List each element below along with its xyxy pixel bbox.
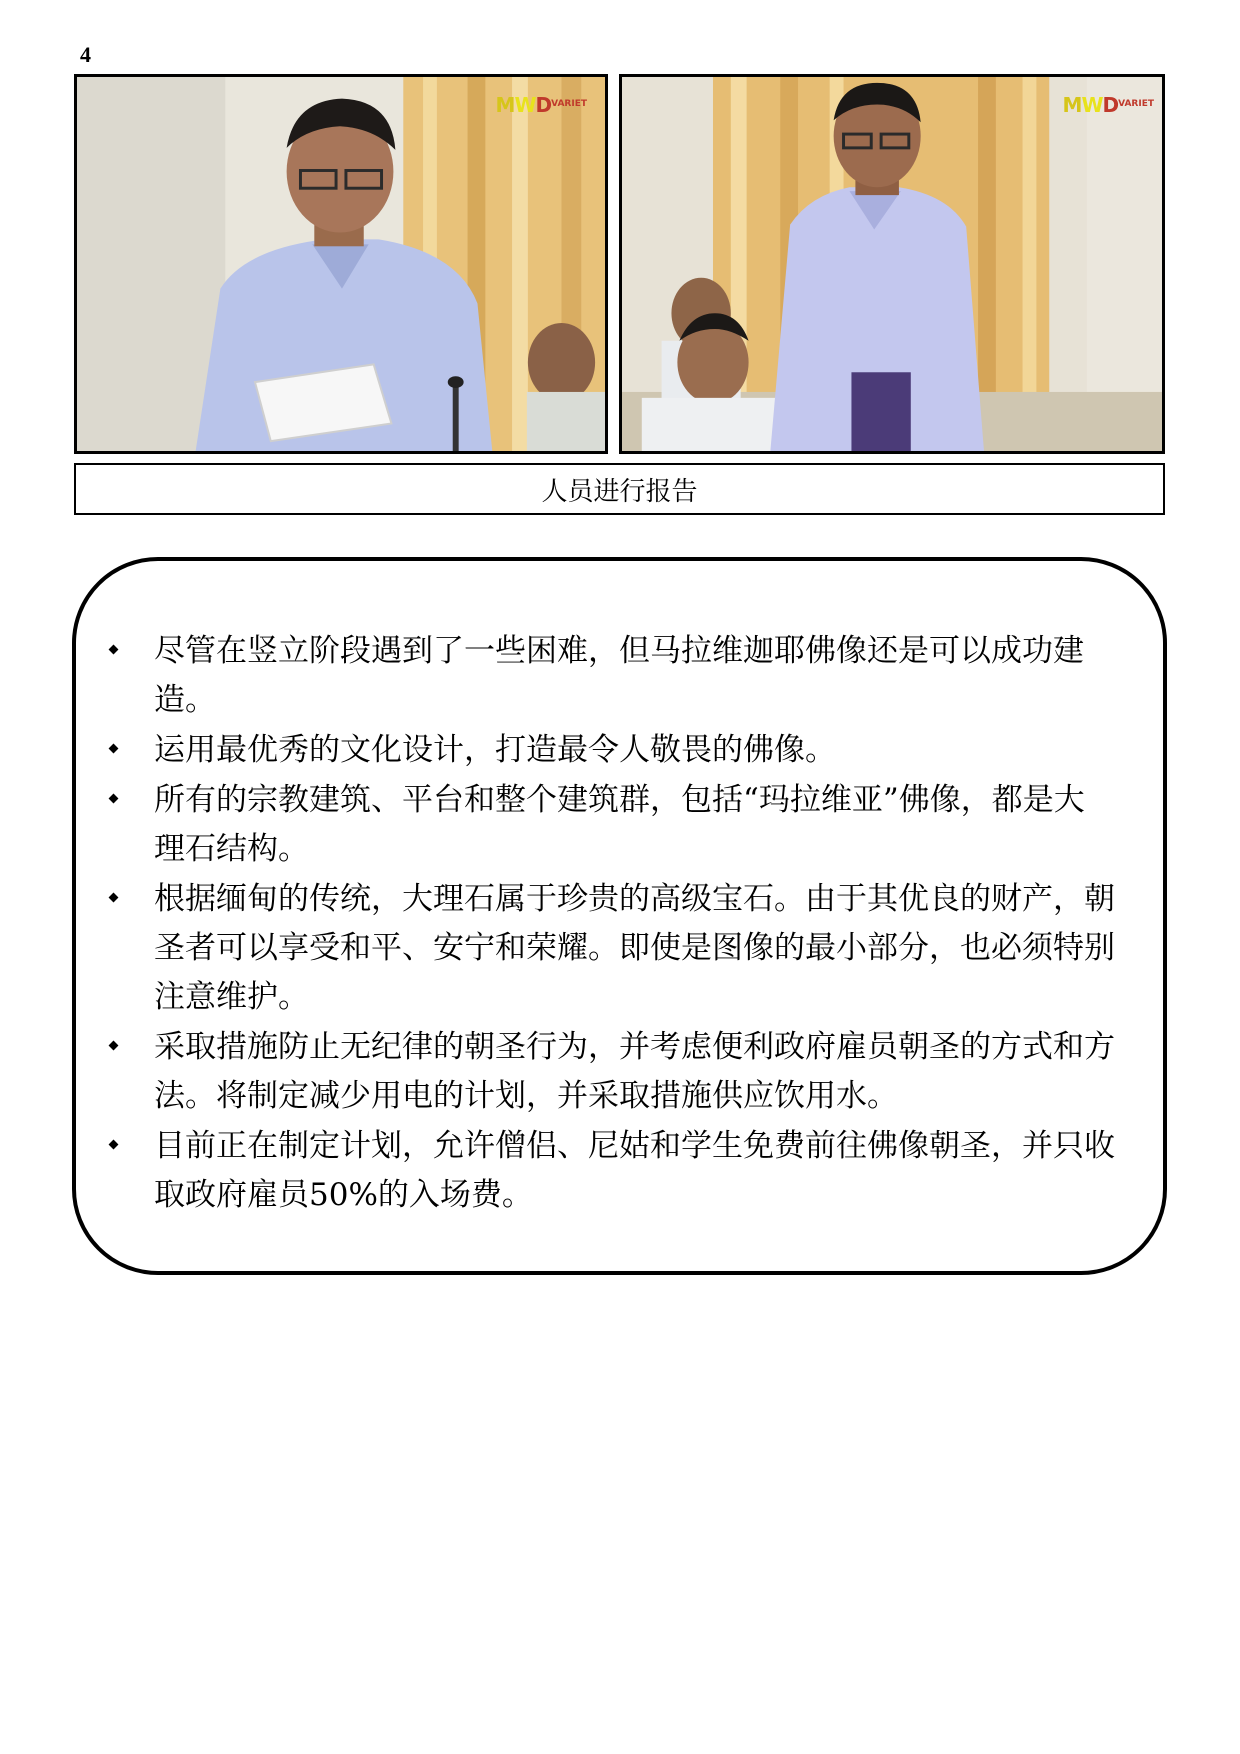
- bullet-item: [110, 875, 1115, 1022]
- bullet-box: [72, 557, 1167, 1275]
- photo-speaker-reading: [74, 74, 608, 454]
- bullet-diamond-icon: [109, 645, 119, 655]
- bullet-text: 采取措施防止无纪律的朝圣行为，并考虑便利政府雇员朝圣的方式和方法。将制定减少用电的计划，并采取措施供应饮用水。: [154, 1029, 1115, 1114]
- bullet-item: [110, 627, 1115, 725]
- photo-standing-official: [619, 74, 1165, 454]
- bullet-text: 运用最优秀的文化设计，打造最令人敬畏的佛像。: [154, 732, 836, 768]
- bullet-text: 尽管在竖立阶段遇到了一些困难，但马拉维迦耶佛像还是可以成功建造。: [154, 633, 1084, 718]
- bullet-diamond-icon: [109, 893, 119, 903]
- bullet-text: 根据缅甸的传统，大理石属于珍贵的高级宝石。由于其优良的财产，朝圣者可以享受和平、安宁和荣耀。即使是图像的最小部分，也必须特别注意维护。: [154, 881, 1115, 1015]
- bullet-item: [110, 1023, 1115, 1121]
- bullet-diamond-icon: [109, 744, 119, 754]
- bullet-diamond-icon: [109, 1140, 119, 1150]
- bullet-text: 所有的宗教建筑、平台和整个建筑群，包括“玛拉维亚”佛像，都是大理石结构。: [154, 782, 1085, 867]
- photo-speaker-reading-image: [77, 77, 605, 451]
- photo-caption: 人员进行报告: [74, 463, 1165, 515]
- bullet-text: 目前正在制定计划，允许僧侣、尼姑和学生免费前往佛像朝圣，并只收取政府雇员50%的入场费。: [154, 1128, 1115, 1213]
- bullet-diamond-icon: [109, 1041, 119, 1051]
- station-logo: $MWD^{VARIET}$: [495, 93, 587, 117]
- page-number: 4: [80, 42, 91, 67]
- bullet-item: [110, 726, 1115, 775]
- station-logo: $MWD^{VARIET}$: [1062, 93, 1154, 117]
- bullet-item: [110, 1122, 1115, 1220]
- bullet-item: [110, 776, 1115, 874]
- photo-standing-official-image: [622, 77, 1162, 451]
- bullet-list: [110, 627, 1115, 1221]
- bullet-diamond-icon: [109, 794, 119, 804]
